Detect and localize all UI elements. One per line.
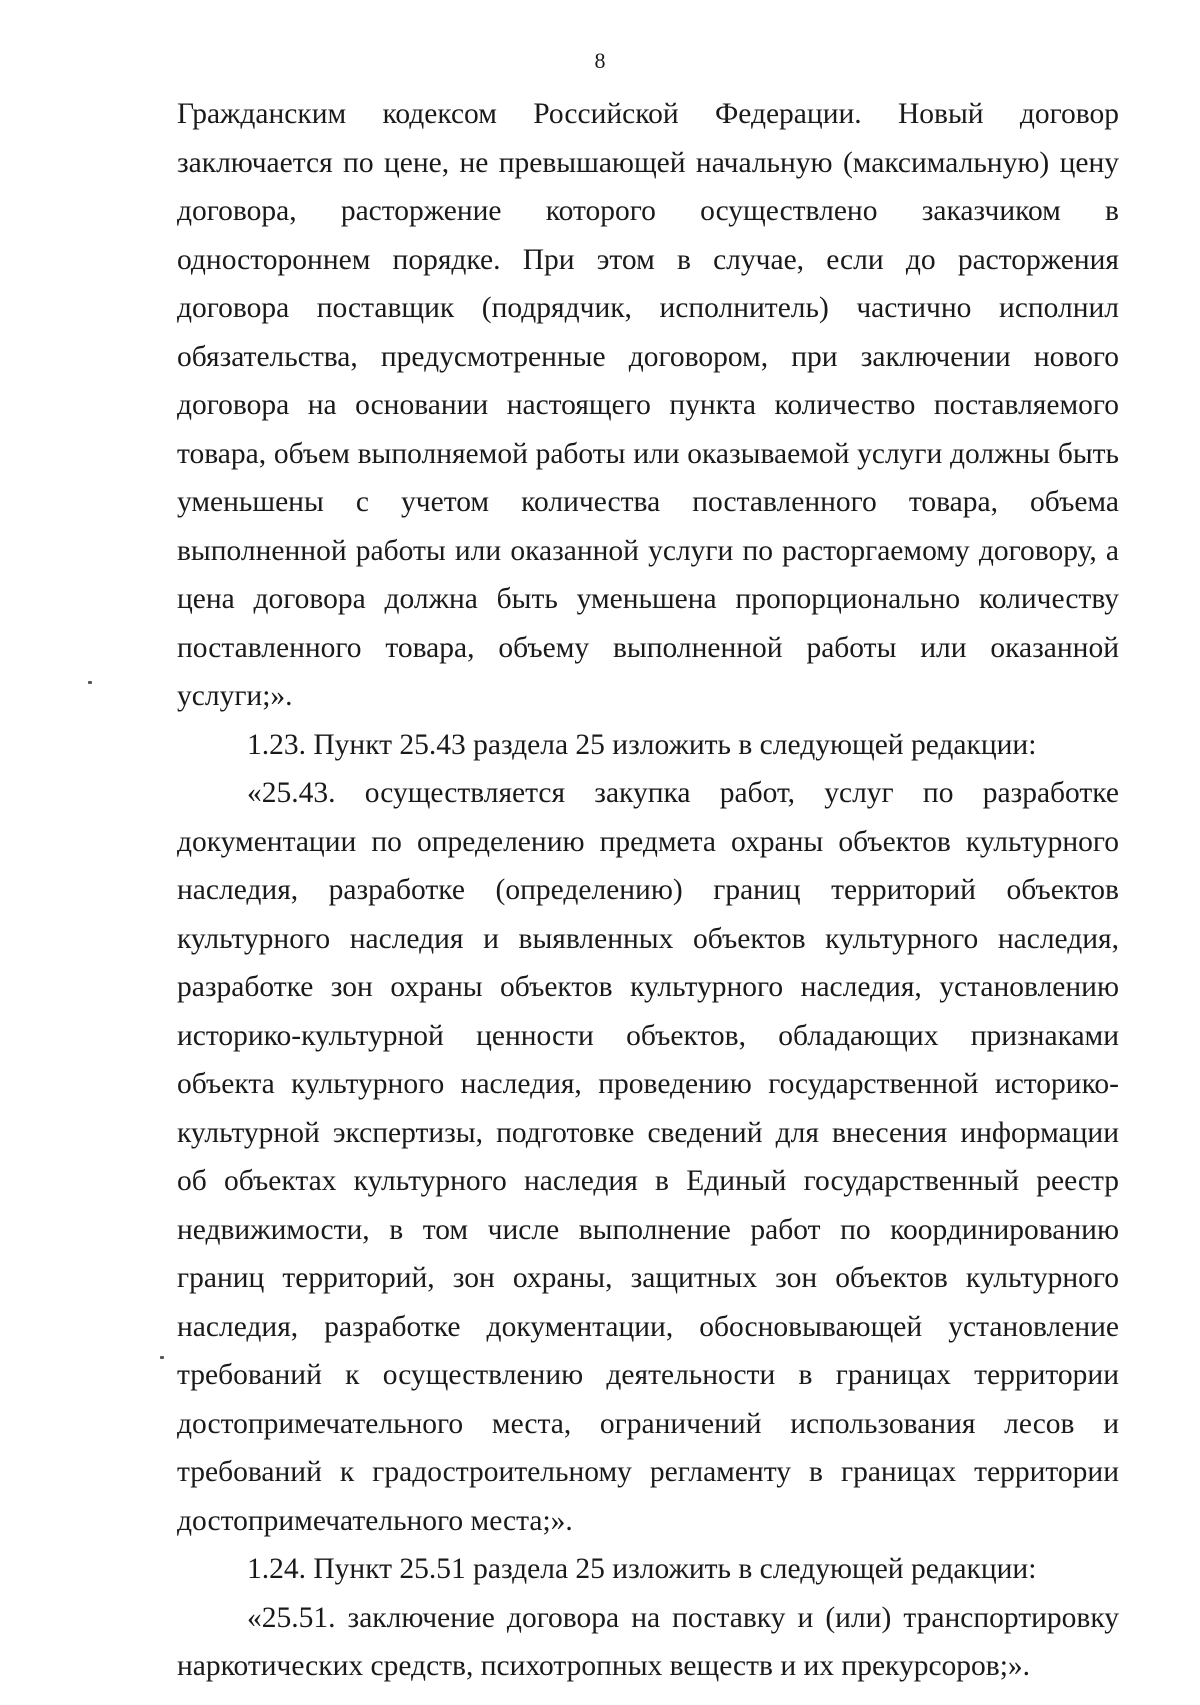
paragraph-clause-25-51: «25.51. заключение договора на поставку и (или) транспортировку наркотических средств, психотропных веществ и их прекурсоров;».: [177, 1601, 1119, 1682]
scan-dot-mark: [88, 681, 92, 684]
document-body: [177, 90, 1119, 1691]
page-number: 8: [594, 48, 606, 73]
paragraph-item-1-23: 1.23. Пункт 25.43 раздела 25 изложить в следующей редакции:: [247, 728, 1037, 761]
paragraph-continuation: Гражданским кодексом Российской Федерации. Новый договор заключается по цене, не превышающей начальную (максимальную) цену договора, расторжение которого осуществлено заказчиком в одностороннем порядке. При этом в случае, если до расторжения договора поставщик (подрядчик, исполнитель) частично исполнил обязательства, предусмотренные договором, при заключении нового договора на основании настоящего пункта количество поставляемого товара, объем выполняемой работы или оказываемой услуги должны быть уменьшены с учетом количества поставленного товара, объема выполненной работы или оказанной услуги по расторгаемому договору, а цена договора должна быть уменьшена пропорционально количеству поставленного товара, объему выполненной работы или оказанной услуги;».: [177, 98, 1119, 712]
paragraph-item-1-24: 1.24. Пункт 25.51 раздела 25 изложить в следующей редакции:: [247, 1553, 1037, 1585]
paragraph-clause-25-43: «25.43. осуществляется закупка работ, услуг по разработке документации по определению предмета охраны объектов культурного наследия, разработке (определению) границ территорий объектов культурного наследия и выявленных объектов культурного наследия, разработке зон охраны объектов культурного наследия, установлению историко-культурной ценности объектов, обладающих признаками объекта культурного наследия, проведению государственной историко-культурной экспертизы, подготовке сведений для внесения информации об объектах культурного наследия в Единый государственный реестр недвижимости, в том числе выполнение работ по координированию границ территорий, зон охраны, защитных зон объектов культурного наследия, разработке документации, обосновывающей установление требований к осуществлению деятельности в границах территории достопримечательного места, ограничений использования лесов и требований к градостроительному регламенту в границах территории достопримечательного места;».: [177, 777, 1119, 1537]
scan-dot-mark: [160, 1356, 164, 1359]
